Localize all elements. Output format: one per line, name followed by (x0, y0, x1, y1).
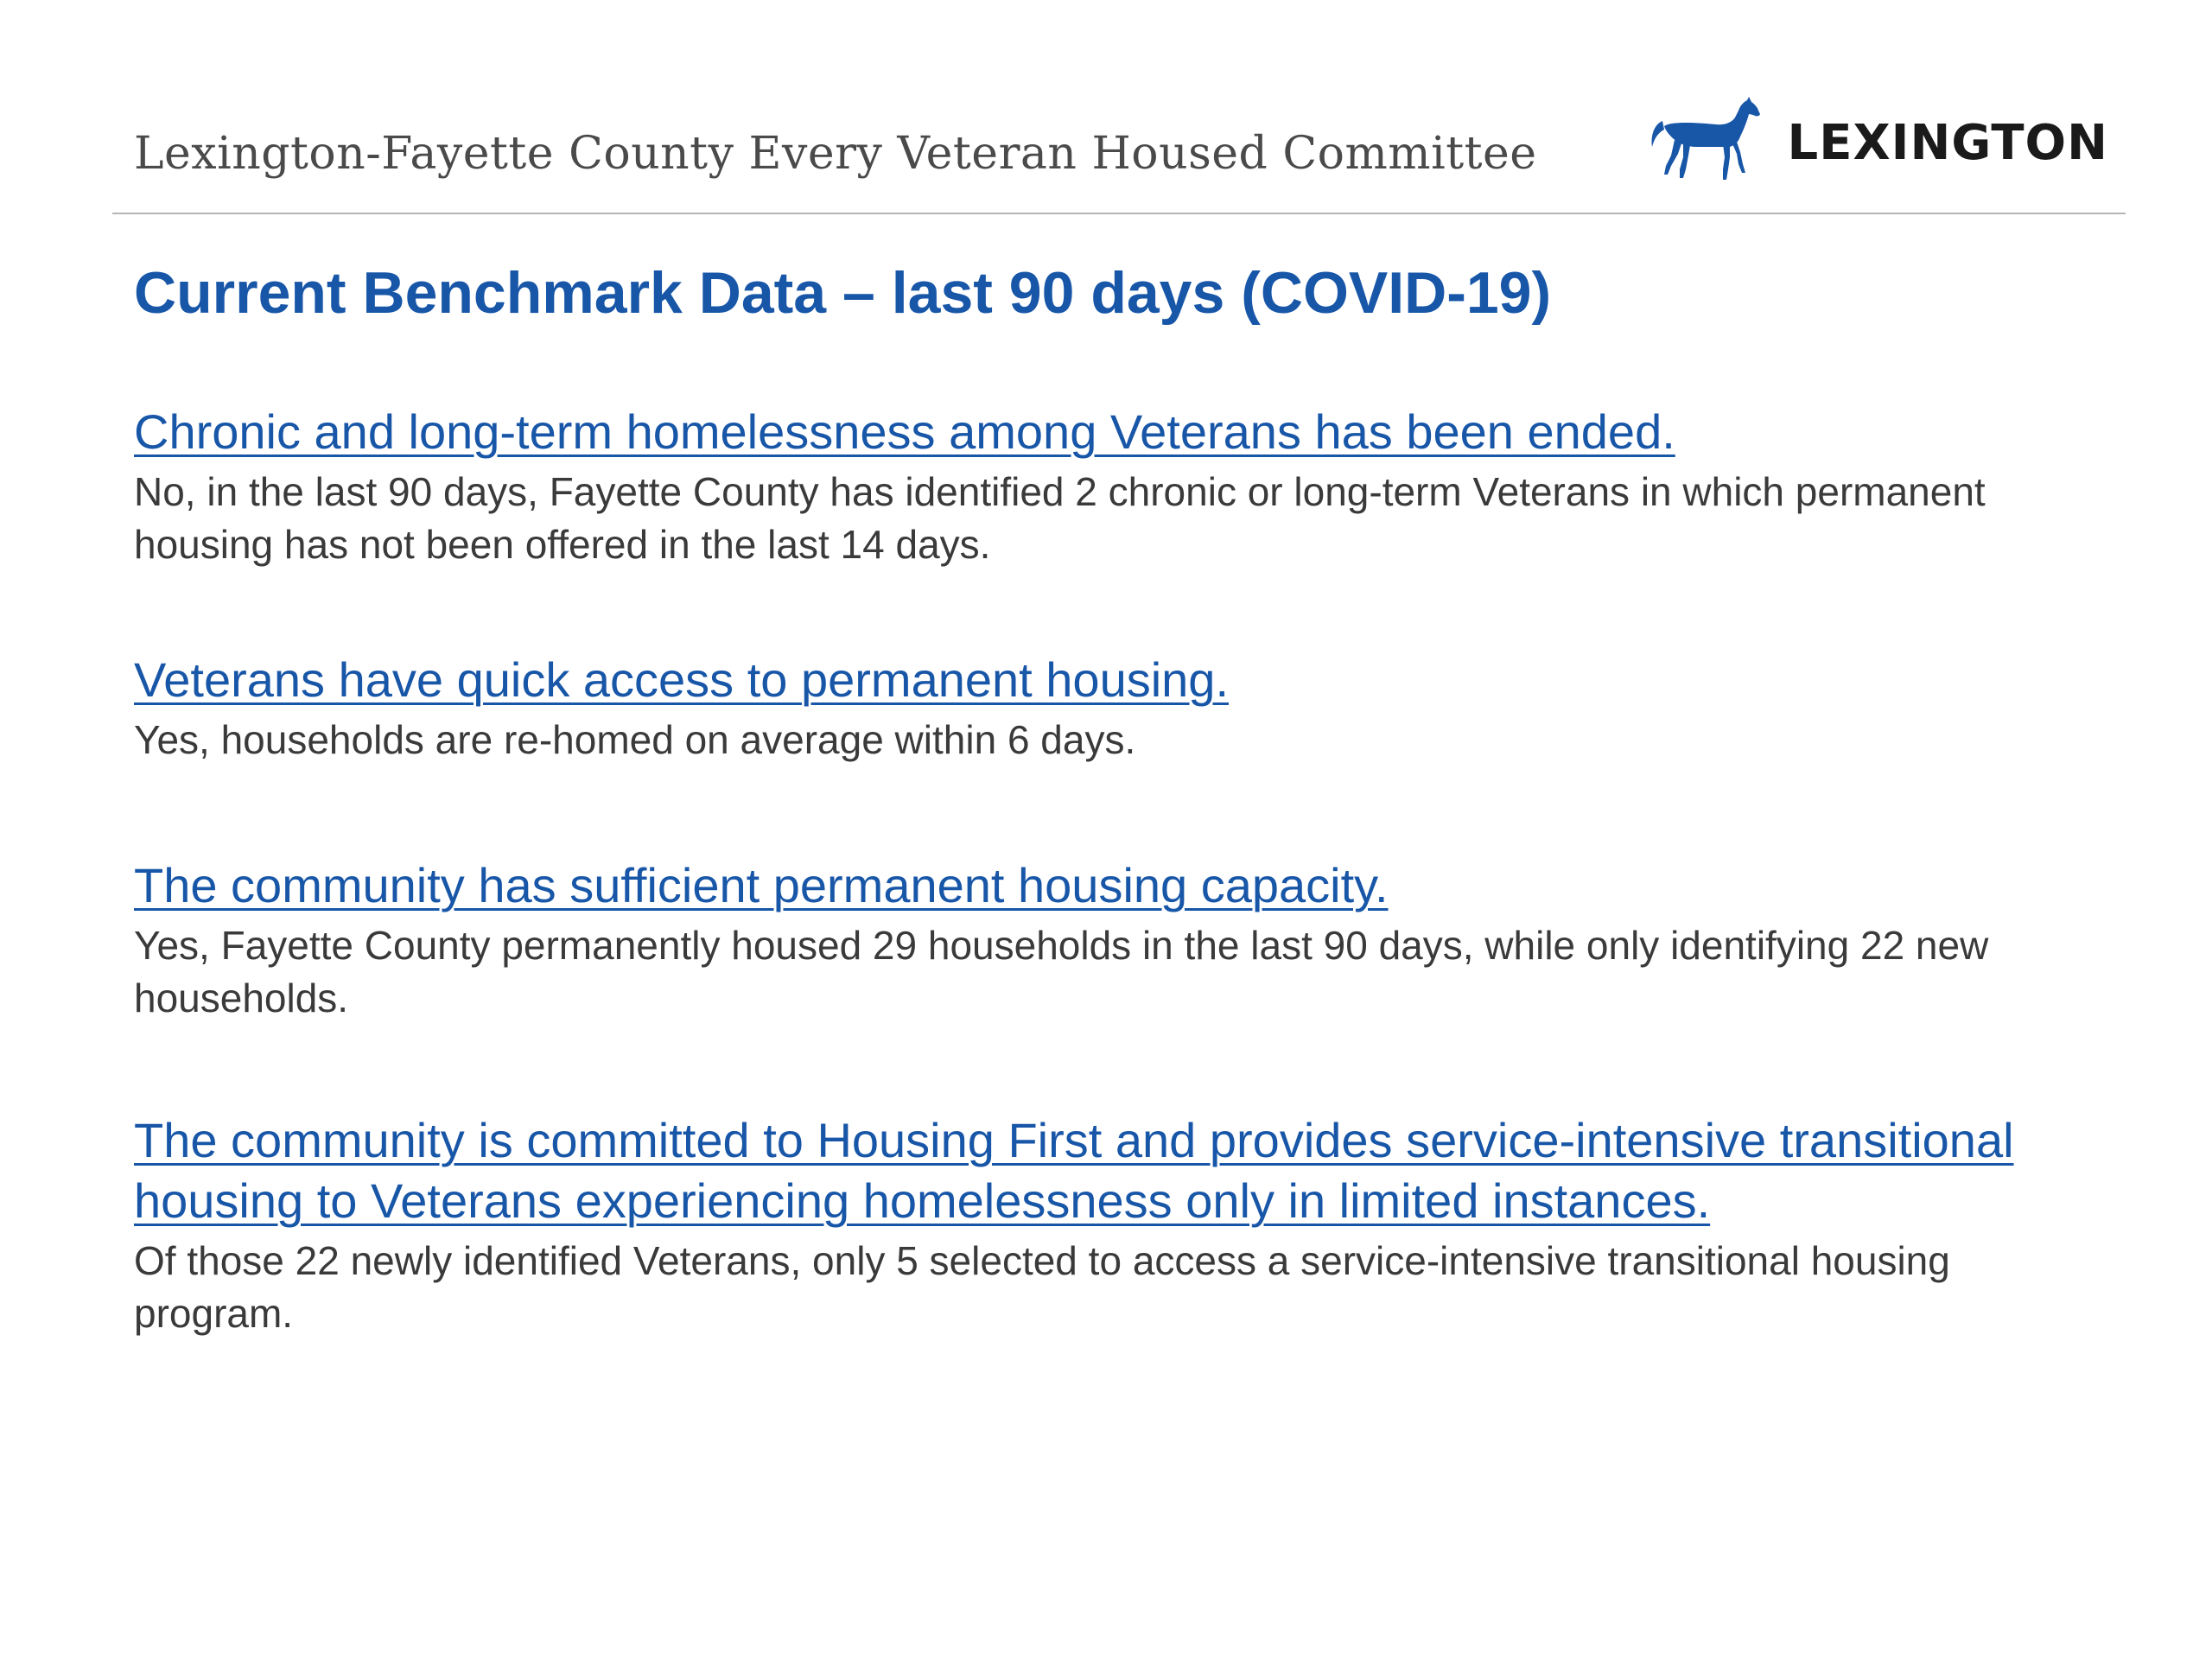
benchmark-link-quick-access[interactable]: Veterans have quick access to permanent housing. (134, 652, 1229, 707)
benchmark-item (134, 650, 2095, 766)
benchmark-text: No, in the last 90 days, Fayette County has identified 2 chronic or long-term Veterans in which permanent housing has not been offered in the last 14 days. (134, 469, 1986, 567)
page-title: Current Benchmark Data – last 90 days (COVID-19) (134, 260, 1552, 326)
logo-text: LEXINGTON (1787, 114, 2108, 171)
lexington-logo (1645, 95, 2108, 190)
benchmark-text: Yes, Fayette County permanently housed 29 households in the last 90 days, while only identifying 22 new households. (134, 923, 1989, 1020)
benchmark-item (134, 855, 2095, 1025)
horse-icon (1645, 95, 1762, 190)
benchmark-text: Yes, households are re-homed on average within 6 days. (134, 717, 1136, 762)
benchmark-link-housing-capacity[interactable]: The community has sufficient permanent housing capacity. (134, 858, 1389, 912)
benchmark-text: Of those 22 newly identified Veterans, only 5 selected to access a service-intensive transitional housing program. (134, 1238, 1950, 1336)
committee-title: Lexington-Fayette County Every Veteran Housed Committee (134, 128, 1537, 180)
benchmark-link-chronic-homelessness[interactable]: Chronic and long-term homelessness among Veterans has been ended. (134, 404, 1675, 459)
header (112, 86, 2126, 216)
header-divider (112, 213, 2126, 214)
benchmark-link-housing-first[interactable]: The community is committed to Housing First and provides service-intensive transitional housing to Veterans experiencing homelessness only in limited instances. (134, 1113, 2014, 1228)
benchmark-item (134, 1110, 2095, 1340)
benchmark-item (134, 402, 2095, 571)
